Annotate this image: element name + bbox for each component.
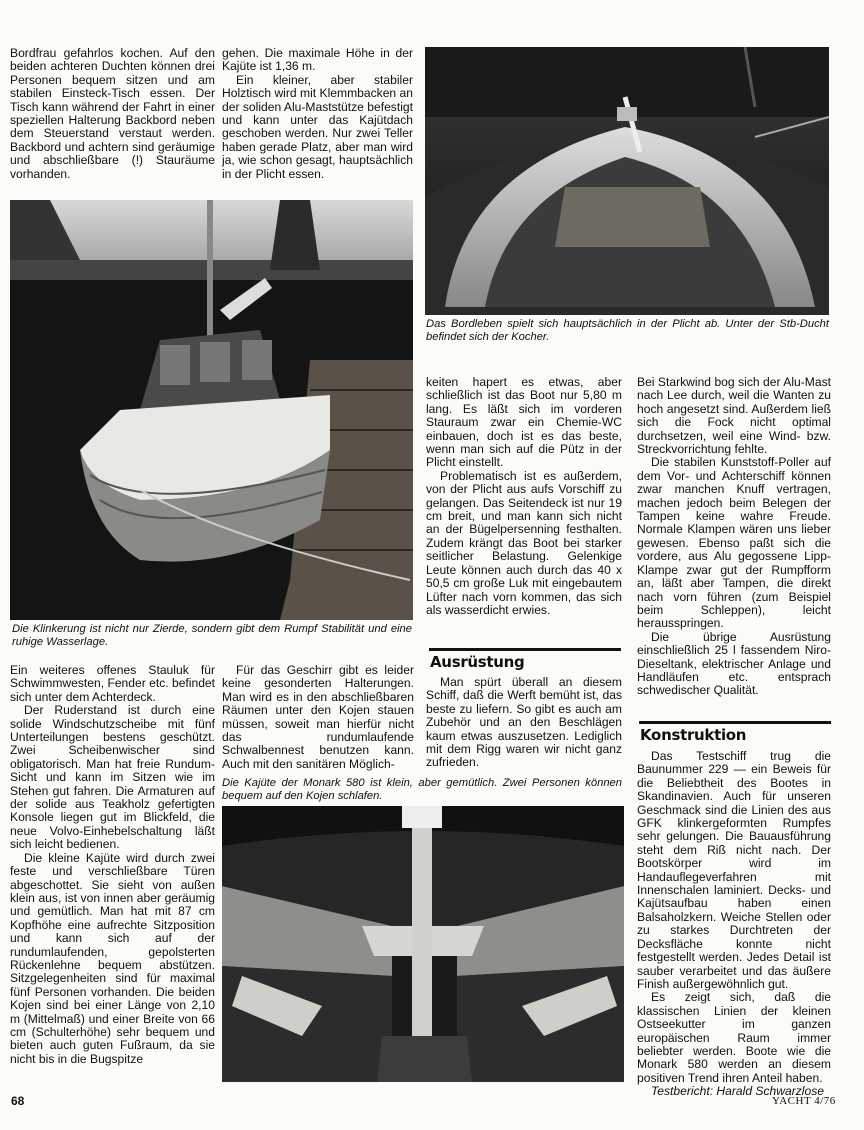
right-column bbox=[637, 376, 831, 698]
cabin-photo bbox=[222, 806, 624, 1082]
caption-hull: Die Klinkerung ist nicht nur Zierde, sondern gibt dem Rumpf Stabilität und eine ruhige Wasserlage. bbox=[12, 623, 412, 649]
paragraph: gehen. Die maximale Höhe in der Kajüte ist 1,36 m. bbox=[222, 46, 413, 74]
paragraph: Die kleine Kajüte wird durch zwei feste und verschließbare Türen abgeschottet. Sie sieht von außen klein aus, ist von innen aber geräumig und gemütlich. Man hat mit 87 cm Kopfhöhe eine aufrechte Sitzposition und kann sich auf der rundumlaufenden, gepolsterten Rückenlehne bequem abstützen. Sitzgelegenheiten sind für maximal fünf Personen vorhanden. Die beiden Kojen sind bei einer Länge von 2,10 m (Mittelmaß) und einer Breite von 66 cm (Schulterhöhe) sehr bequem und bieten auch guten Fußraum, da sie nicht bis in die Bugspitze bbox=[10, 850, 215, 1066]
section-rule-konstruktion bbox=[639, 721, 831, 724]
section-heading-ausruestung: Ausrüstung bbox=[430, 653, 525, 671]
paragraph: Bordfrau gefahrlos kochen. Auf den beiden achteren Duchten können drei Personen bequem sitzen und am stabilen Einsteck-Tisch essen. Der Tisch kann während der Fahrt in einer speziellen Halterung Backbord neben dem Steuerstand verstaut werden. Backbord und achtern sind geräumige und abschließbare (!) Stauräume vorhanden. bbox=[10, 46, 215, 181]
paragraph: Die übrige Ausrüstung einschließlich 25 l fassendem Niro-Dieseltank, elektrischer Anlage und Handläufen etc. entsprach schwedischer Qualität. bbox=[637, 629, 831, 698]
top-middle-column bbox=[222, 47, 413, 181]
paragraph: Das Testschiff trug die Baunummer 229 — ein Beweis für die Beliebtheit des Bootes in Skandinavien. Auch für unseren Geschmack sind die Linien des aus GFK klinkergeformten Rumpfes sehr gelungen. Die Bauausführung steht dem Riß nicht nach. Der Bootskörper wird im Handauflegeverfahren mit Innenschalen laminiert. Decks- und Kajütsaufbau haben einen Balsaholzkern. Weiche Stellen oder zu starkes Durchtreten der Decksfläche konnte nicht festgestellt werden. Jedes Detail ist sauber verarbeitet und das äußere Finish außergewöhnlich gut. bbox=[637, 749, 831, 991]
middle-column bbox=[426, 376, 622, 617]
caption-cabin: Die Kajüte der Monark 580 ist klein, aber gemütlich. Zwei Personen können bequem auf den Kojen schlafen. bbox=[222, 777, 622, 803]
bottom-middle-column bbox=[222, 664, 414, 771]
paragraph: Es zeigt sich, daß die klassischen Linien der kleinen Ostseekutter im ganzen europäischen Raum immer beliebter werden. Boote wie die Monark 580 werden an diesem positiven Trend ihren Anteil haben. bbox=[637, 990, 831, 1085]
paragraph: keiten hapert es etwas, aber schließlich ist das Boot nur 5,80 m lang. Es läßt sich im vorderen Stauraum zwar ein Chemie-WC einbauen, doch ist es das beste, wenn man sich auf die Pütz in der Plicht einstellt. bbox=[426, 375, 622, 470]
section-heading-konstruktion: Konstruktion bbox=[640, 726, 747, 744]
cockpit-photo bbox=[425, 47, 829, 315]
paragraph: Problematisch ist es außerdem, von der Plicht aus aufs Vorschiff zu gelangen. Das Seitendeck ist nur 19 cm breit, und man kann sich nicht an der Bügelpersenning festhalten. Zudem krängt das Boot bei starker seitlicher Belastung. Gelenkige Leute können auch durch das 40 x 50,5 cm große Luk mit eingebautem Lüfter nach vorn kommen, das sich als wasserdicht erwies. bbox=[426, 468, 622, 617]
paragraph: Bei Starkwind bog sich der Alu-Mast nach Lee durch, weil die Wanten zu hoch angesetzt sind. Außerdem ließ sich die Fock nicht optimal durchsetzen, weil eine Wind- bzw. Streckvorrichtung fehlte. bbox=[637, 375, 831, 457]
paragraph: Die stabilen Kunststoff-Poller auf dem Vor- und Achterschiff können zwar manchen Knuff vertragen, machen jedoch beim Belegen der Tampen keine wahre Freude. Normale Klampen wären uns lieber gewesen. Ebenso paßt sich die vordere, aus Alu gegossene Lipp-Klampe zwar gut der Rumpfform an, läßt aber Tampen, die direkt nach vorn führen (zum Beispiel beim Schleppen), leicht herausspringen. bbox=[637, 455, 831, 631]
paragraph: Ein weiteres offenes Stauluk für Schwimmwesten, Fender etc. befindet sich unter dem Achterdeck. bbox=[10, 663, 216, 704]
bottom-left-column bbox=[10, 664, 215, 1066]
paragraph: Man spürt überall an diesem Schiff, daß die Werft bemüht ist, das beste zu liefern. So gibt es auch am Zubehör und an den Beschlägen kaum etwas auszusetzen. Lediglich mit dem Rigg waren wir nicht ganz zufrieden. bbox=[426, 675, 622, 770]
magazine-issue: YACHT 4/76 bbox=[772, 1095, 836, 1107]
right-column-continued bbox=[637, 750, 831, 1099]
section-rule-ausruestung bbox=[429, 648, 621, 651]
page-number: 68 bbox=[11, 1094, 25, 1108]
author-signature: Testbericht: Harald Schwarzlose bbox=[651, 1084, 824, 1099]
middle-column-continued bbox=[426, 676, 622, 770]
paragraph: Ein kleiner, aber stabiler Holztisch wird mit Klemmbacken an der soliden Alu-Maststütze befestigt und kann unter das Kajütdach geschoben werden. Nur zwei Teller haben gerade Platz, aber man wird ja, wie schon gesagt, hauptsächlich in der Plicht essen. bbox=[222, 72, 413, 181]
caption-cockpit: Das Bordleben spielt sich hauptsächlich in der Plicht ab. Unter der Stb-Ducht befindet sich der Kocher. bbox=[426, 318, 829, 344]
top-left-column bbox=[10, 47, 215, 181]
paragraph: Der Ruderstand ist durch eine solide Windschutzscheibe mit fünf Unterteilungen bestens geschützt. Zwei Scheibenwischer sind obligatorisch. Man hat freie Rundum-Sicht und kann im Sitzen wie im Stehen gut fahren. Die Armaturen auf der solide aus Teakholz gefertigten Konsole liegen gut im Blickfeld, die neue Volvo-Einhebelschaltung läßt sich leicht bedienen. bbox=[10, 703, 215, 852]
hull-photo bbox=[10, 200, 413, 620]
paragraph: Für das Geschirr gibt es leider keine gesonderten Halterungen. Man wird es in den abschließbaren Räumen unter den Kojen stauen müssen, soweit man hierfür nicht das rundumlaufende Schwalbennest benutzen kann. Auch mit den sanitären Möglich- bbox=[222, 663, 414, 771]
